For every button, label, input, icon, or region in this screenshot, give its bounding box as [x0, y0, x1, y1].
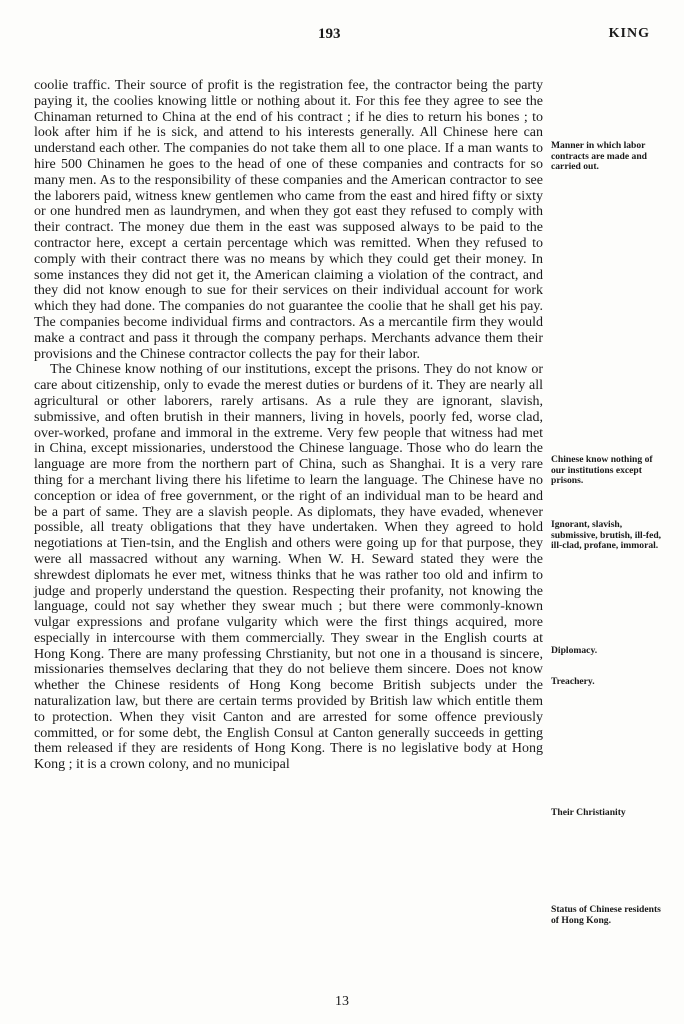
paragraph: coolie traffic. Their source of profit is the registration fee, the contractor being the party paying it, the coolies knowing little or nothing about it. For this fee they agree to see the Chinaman returned to China at the end of his contract ; if he dies to return his bones ; to look after him if he is sick, and attend to his interests generally. All Chinese here can understand each other. The companies do not take them all to one place. If a man wants to hire 500 Chinamen he goes to the head of one of these companies and contracts for so many men. As to the responsibility of these companies and the American contractor to see the laborers paid, witness knew gentlemen who came from the east and hired fifty or sixty or one hundred men as laundrymen, and when they got east they refused to comply with their contract. The money due them in the east was supposed always to be paid to the contractor here, except a certain percentage which was remitted. When they refused to comply with their contract there was no means by which they could get their money. In some instances they did not get it, the American claiming a violation of the contract, and they did not know enough to sue for their services on their individual account for work which they had done. The companies do not guarantee the coolie that he shall get his pay. The companies become individual firms and contractors. As a mercantile firm they would make a contract and pass it through the company perhaps. Merchants advance them their provisions and the Chinese contractor collects the pay for their labor.	[34, 78, 543, 362]
margin-note-treachery: Treachery.	[551, 676, 595, 687]
page-number: 193	[318, 26, 341, 42]
margin-note-ignorant: Ignorant, slavish, submissive, brutish, ill-fed, ill-clad, profane, immoral.	[551, 519, 662, 552]
margin-note-diplomacy: Diplomacy.	[551, 645, 598, 656]
footer-sheet-number: 13	[335, 994, 349, 1009]
paragraph: The Chinese know nothing of our institutions, except the prisons. They do not know or care about citizenship, only to evade the merest duties or burdens of it. They are nearly all agricultural or other laborers, rarely artisans. As a rule they are ignorant, slavish, submissive, and often brutish in their manners, living in hovels, poorly fed, worse clad, over-worked, profane and immoral in the extreme. Very few people that witness had met in China, except missionaries, understood the Chinese language. Those who do learn the language are more from the northern part of China, such as Shanghai. It is a very rare thing for a merchant living there his lifetime to learn the language. The Chinese have no conception or idea of free government, or the right of an individual man to be heard and be a part of same. They are a slavish people. As diplomats, they have evaded, whenever possible, all treaty obligations that they have undertaken. When they agreed to hold negotiations at Tien-tsin, and the English and others were going up for that purpose, they were all massacred without any warning. When W. H. Seward stated they were the shrewdest diplomats he ever met, witness thinks that he was rather too old and infirm to judge and properly understand the question. Respecting their profanity, not knowing the language, could not say whether they swear much ; but there were commonly-known vulgar expressions and profane vulgarity which were the first things acquired, more especially in intercourse with them commercially. They swear in the English courts at Hong Kong. There are many professing Chrstianity, but not one in a thousand is sincere, missionaries themselves declaring that they do not believe them sincere. Does not know whether the Chinese residents of Hong Kong become British subjects under the naturalization law, but there are certain terms provided by British law which entitle them to protection. When they visit Canton and are arrested for some offence previously committed, or for some debt, the English Consul at Canton generally succeeds in getting them released if they are residents of Hong Kong. There is no legislative body at Hong Kong ; it is a crown colony, and no municipal	[34, 362, 543, 773]
margin-note-institutions: Chinese know nothing of our institutions except prisons.	[551, 454, 653, 487]
page-header	[0, 26, 684, 46]
margin-note-labor-contracts: Manner in which labor contracts are made and carried out.	[551, 140, 648, 173]
margin-note-status: Status of Chinese residents of Hong Kong.	[551, 904, 661, 926]
body-text	[34, 78, 543, 773]
margin-note-christianity: Their Christianity	[551, 807, 626, 818]
running-head: KING	[608, 26, 650, 41]
